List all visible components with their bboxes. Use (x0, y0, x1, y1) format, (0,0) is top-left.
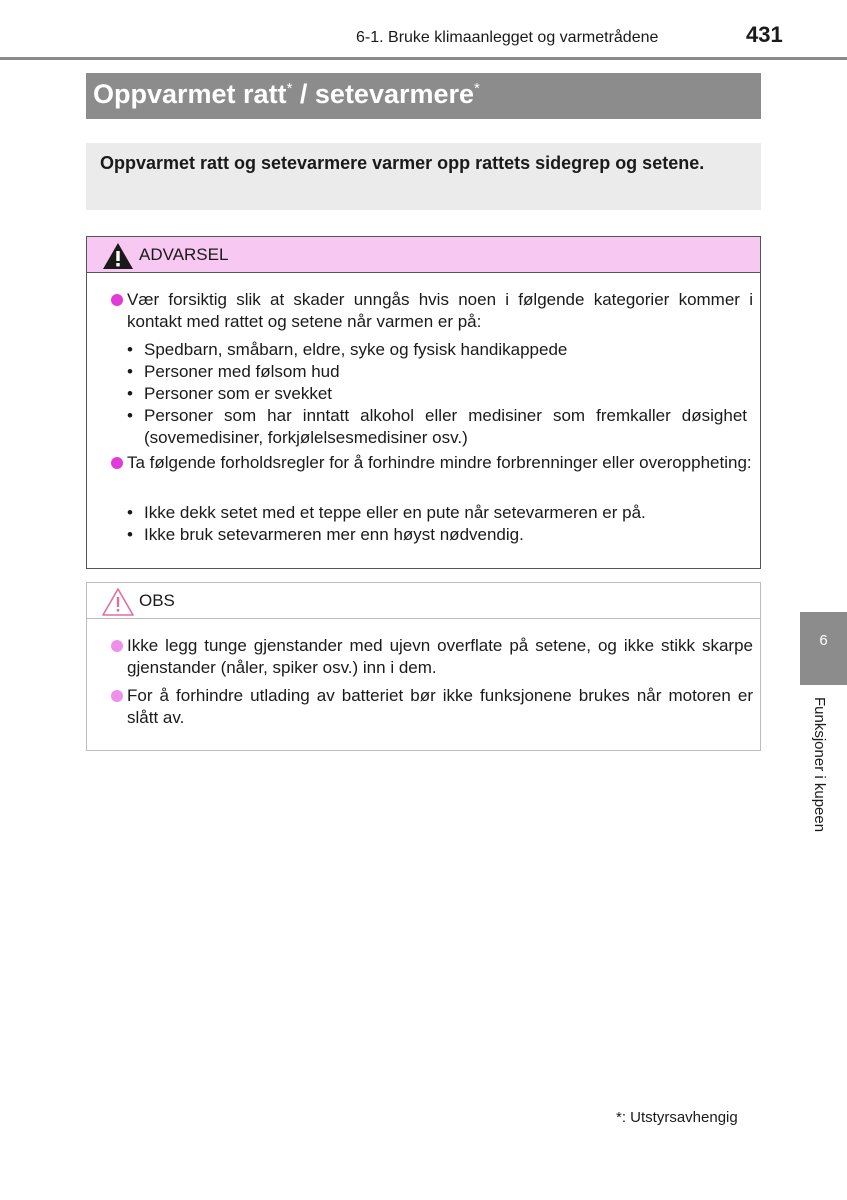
sub-marker: • (127, 525, 133, 544)
caution-label: OBS (139, 591, 175, 610)
caution-box (86, 582, 761, 751)
section-title-bar (86, 73, 761, 119)
title-star-1: * (286, 80, 293, 97)
sub-marker: • (127, 503, 133, 522)
sub-marker: • (127, 384, 133, 403)
intro-text: Oppvarmet ratt og setevarmere varmer opp rattets sidegrep og setene. (100, 153, 705, 173)
sub-marker: • (127, 362, 133, 381)
warning-box (86, 236, 761, 569)
bullet-dot (111, 294, 123, 306)
title-part-1: Oppvarmet ratt (93, 79, 287, 109)
warning-sub-item (127, 502, 747, 524)
warning-sub-item-text: Personer som har inntatt alkohol eller medisiner som fremkaller døsighet (sovemedisiner, forkjølelsesmedisiner osv.) (144, 406, 747, 447)
warning-sub-item-text: Ikke bruk setevarmeren mer enn høyst nødvendig. (144, 525, 524, 544)
warning-sub-item (127, 383, 747, 405)
bullet-dot (111, 457, 123, 469)
caution-header (87, 583, 760, 619)
caution-bullet-1-text: Ikke legg tunge gjenstander med ujevn overflate på setene, og ikke stikk skarpe gjenstander (nåler, spiker osv.) inn i dem. (127, 636, 753, 677)
warning-sub-item-text: Personer som er svekket (144, 384, 333, 403)
caution-triangle-icon (101, 587, 135, 617)
warning-header (87, 237, 760, 273)
warning-bullet-2 (111, 452, 753, 474)
title-star-2: * (474, 80, 480, 97)
warning-sub-item (127, 524, 747, 546)
warning-sub-item (127, 339, 747, 361)
warning-sub-item-text: Ikke dekk setet med et teppe eller en pute når setevarmeren er på. (144, 503, 646, 522)
warning-sub-item-text: Spedbarn, småbarn, eldre, syke og fysisk handikappede (144, 340, 568, 359)
bullet-dot (111, 690, 123, 702)
chapter-tab (800, 612, 847, 685)
chapter-label: Funksjoner i kupeen (811, 697, 828, 833)
warning-triangle-icon (101, 241, 135, 271)
title-part-2: / setevarmere (292, 79, 475, 109)
caution-bullet-2 (111, 685, 753, 729)
sub-marker: • (127, 406, 133, 425)
footnote: *: Utstyrsavhengig (616, 1109, 738, 1126)
header-divider (0, 57, 847, 60)
page-header-section: 6-1. Bruke klimaanlegget og varmetrådene (356, 29, 659, 46)
sub-marker: • (127, 340, 133, 359)
warning-sub-item-text: Personer med følsom hud (144, 362, 340, 381)
intro-box (86, 143, 761, 210)
warning-bullet-1 (111, 289, 753, 333)
bullet-dot (111, 640, 123, 652)
warning-bullet-1-text: Vær forsiktig slik at skader unngås hvis noen i følgende kategorier kommer i kontakt med rattet og setene når varmen er på: (127, 290, 753, 331)
chapter-number: 6 (819, 632, 828, 649)
warning-label: ADVARSEL (139, 245, 229, 264)
caution-bullet-1 (111, 635, 753, 679)
page-number: 431 (746, 22, 783, 47)
caution-bullet-2-text: For å forhindre utlading av batteriet bør ikke funksjonene brukes når motoren er slått av. (127, 686, 753, 727)
section-title (93, 79, 480, 110)
warning-bullet-2-text: Ta følgende forholdsregler for å forhindre mindre forbrenninger eller overoppheting: (127, 453, 752, 472)
warning-sub-item (127, 361, 747, 383)
warning-sub-item (127, 405, 747, 449)
